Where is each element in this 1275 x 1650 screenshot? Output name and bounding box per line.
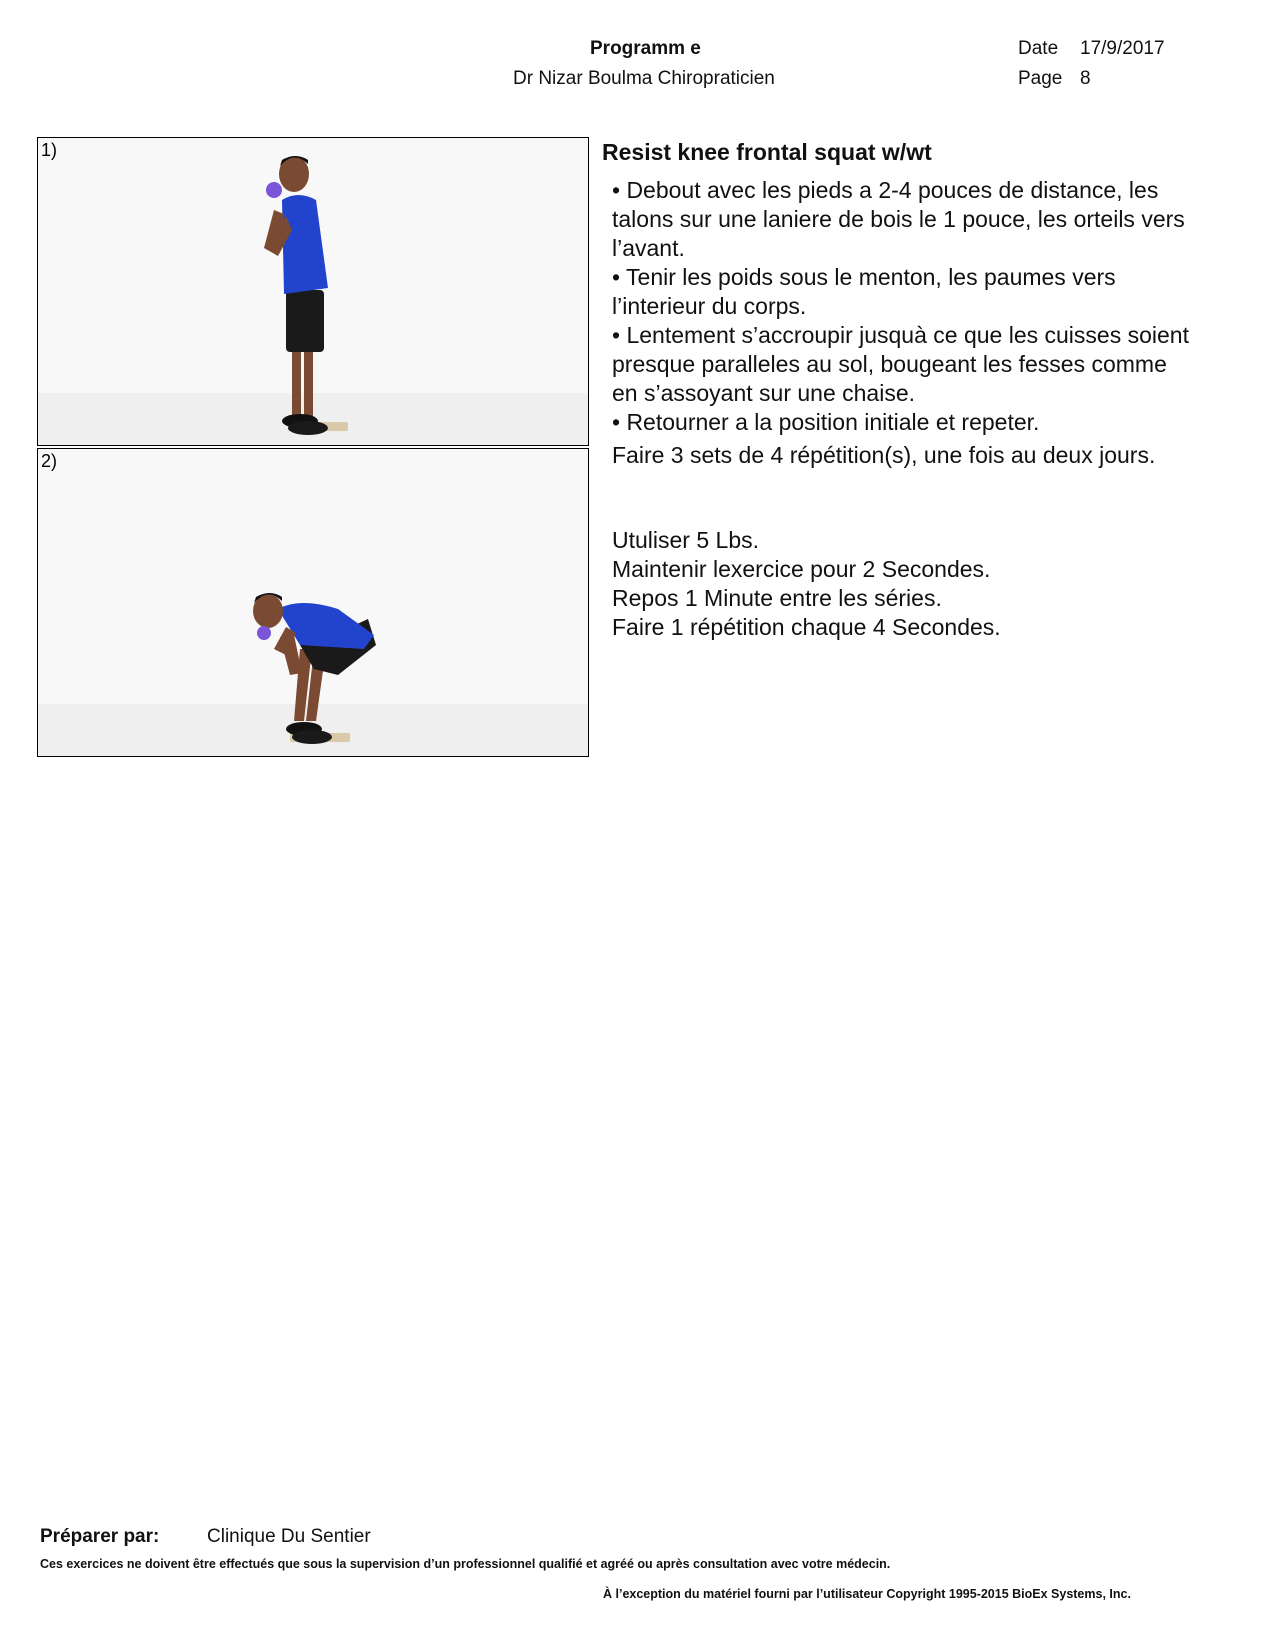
disclaimer-text: Ces exercices ne doivent être effectués que sous la supervision d’un professionnel qualifié et agréé ou après consultation avec votre médecin. (40, 1557, 891, 1571)
exercise-parameters (612, 526, 1001, 642)
exercise-photo-end (37, 448, 589, 757)
parameter-line: Faire 1 répétition chaque 4 Secondes. (612, 614, 1001, 640)
date-label: Date (1018, 38, 1059, 59)
document-title: Programm e (590, 38, 701, 59)
parameter-line: Repos 1 Minute entre les séries. (612, 585, 942, 611)
date-value: 17/9/2017 (1080, 38, 1165, 59)
exercise-photo-start (37, 137, 589, 446)
squat-figure-illustration (38, 449, 589, 757)
date-row (1018, 38, 1165, 60)
standing-figure-illustration (38, 138, 589, 446)
document-subtitle: Dr Nizar Boulma Chiropraticien (513, 68, 775, 89)
parameter-line: Maintenir lexercice pour 2 Secondes. (612, 556, 991, 582)
page-row (1018, 68, 1091, 90)
instruction-step: • Lentement s’accroupir jusquà ce que les cuisses soient presque paralleles au sol, bougeant les fesses comme en s’assoyant sur une chaise. (612, 322, 1189, 406)
parameter-line: Utuliser 5 Lbs. (612, 527, 760, 553)
page-label: Page (1018, 68, 1063, 89)
dosage-text: Faire 3 sets de 4 répétition(s), une fois au deux jours. (612, 442, 1156, 468)
instruction-step: • Tenir les poids sous le menton, les paumes vers l’interieur du corps. (612, 264, 1116, 319)
page-number: 8 (1080, 68, 1091, 89)
exercise-instructions (612, 176, 1192, 437)
exercise-title: Resist knee frontal squat w/wt (602, 139, 932, 165)
copyright-text: À l’exception du matériel fourni par l’utilisateur Copyright 1995-2015 BioEx Systems, Inc. (603, 1587, 1131, 1601)
exercise-dosage (612, 441, 1172, 470)
prepared-by-value: Clinique Du Sentier (207, 1526, 371, 1547)
instruction-step: • Debout avec les pieds a 2-4 pouces de distance, les talons sur une laniere de bois le 1 pouce, les orteils vers l’avant. (612, 177, 1185, 261)
instruction-step: • Retourner a la position initiale et repeter. (612, 409, 1040, 435)
photo-number: 1) (41, 140, 58, 160)
prepared-by-label: Préparer par: (40, 1526, 160, 1547)
photo-number: 2) (41, 451, 58, 471)
